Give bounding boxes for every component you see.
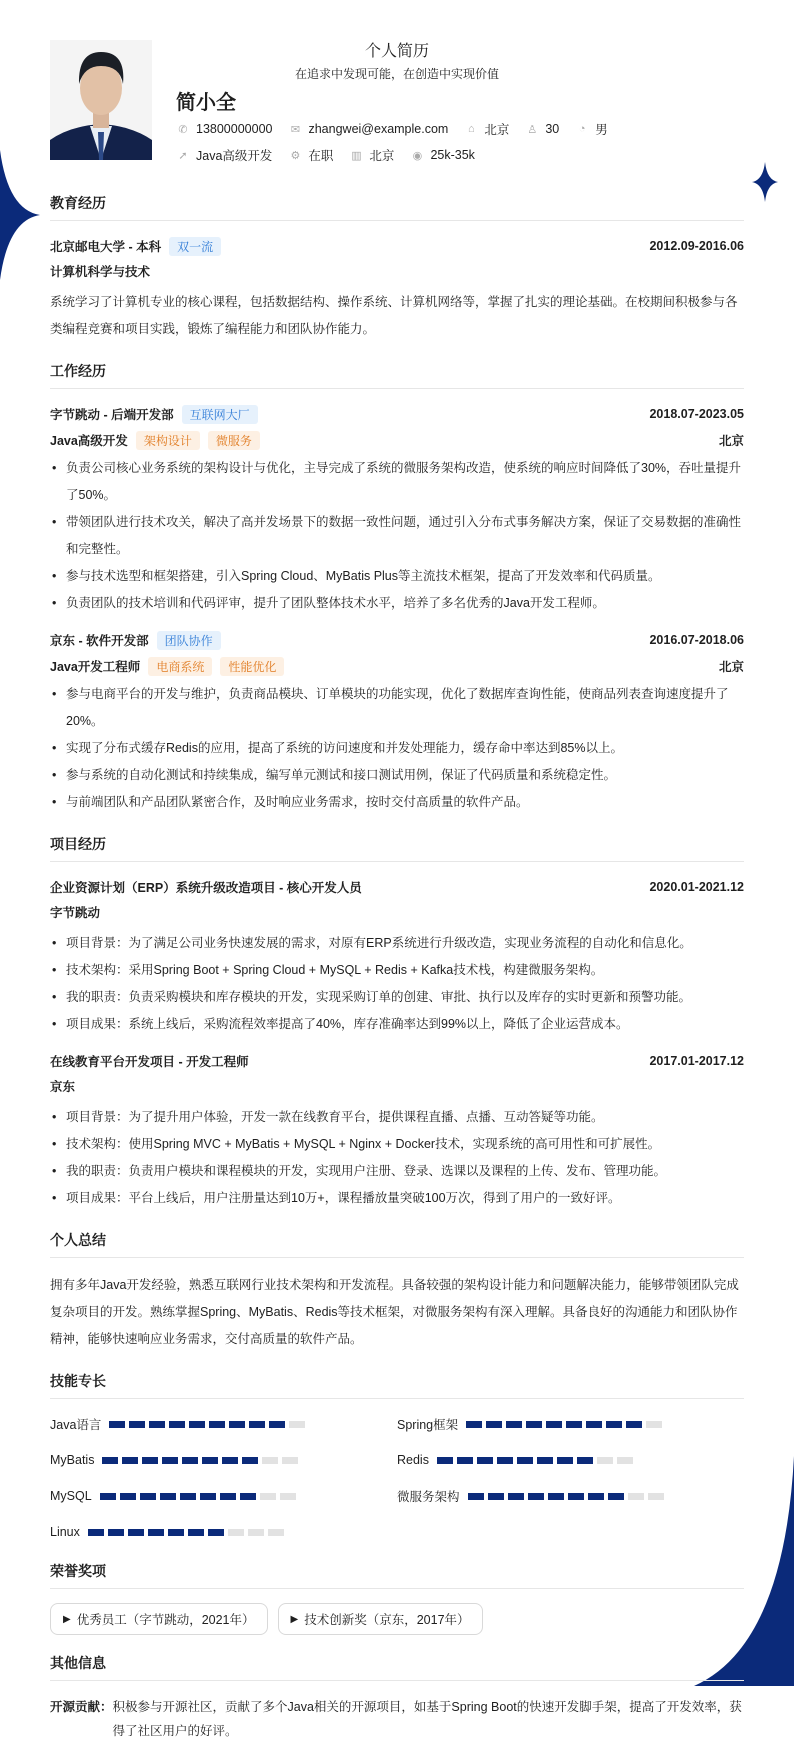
skill-level-bar [109, 1421, 305, 1428]
work-section [50, 361, 744, 816]
skill-level-segment [508, 1493, 524, 1500]
project-item [50, 876, 744, 1038]
skill-level-segment [468, 1493, 484, 1500]
project-date: 2020.01-2021.12 [649, 880, 744, 894]
skill-level-segment [168, 1529, 184, 1536]
bullet-item: • 我的职责：负责用户模块和课程模块的开发，实现用户注册、登录、选课以及课程的上传、发布、管理功能。 [50, 1158, 744, 1185]
info-value: 25k-35k [430, 148, 475, 162]
skill-level-segment [102, 1457, 118, 1464]
role-group [50, 431, 260, 450]
skills-section [50, 1371, 744, 1543]
skill-level-segment [506, 1421, 522, 1428]
skill-level-segment [220, 1493, 236, 1500]
skill-level-segment [108, 1529, 124, 1536]
skills-grid [50, 1413, 744, 1543]
skill-level-segment [608, 1493, 624, 1500]
skill-name: MyBatis [50, 1453, 95, 1467]
project-date: 2017.01-2017.12 [649, 1054, 744, 1068]
project-title: 企业资源计划（ERP）系统升级改造项目 - 核心开发人员 [50, 881, 362, 895]
bullet-item: • 项目成果：平台上线后，用户注册量达到10万+，课程播放量突破100万次，得到了用户的一致好评。 [50, 1185, 744, 1212]
skill-level-segment [169, 1421, 185, 1428]
skill-level-segment [122, 1457, 138, 1464]
skill-level-segment [209, 1421, 225, 1428]
bullet-item: • 项目背景：为了满足公司业务快速发展的需求，对原有ERP系统进行升级改造，实现业务流程的自动化和信息化。 [50, 930, 744, 957]
role-tag: 微服务 [208, 431, 260, 450]
building-icon: ▥ [351, 149, 362, 162]
skill-level-segment [517, 1457, 533, 1464]
company-name: 字节跳动 - 后端开发部 [50, 408, 174, 422]
info-value: Java高级开发 [196, 149, 273, 163]
skill-level-segment [248, 1529, 264, 1536]
bullet-item: • 项目背景：为了提升用户体验，开发一款在线教育平台，提供课程直播、点播、互动答疑等功能。 [50, 1104, 744, 1131]
status-icon: ⚙ [290, 149, 301, 162]
star-icon [752, 162, 778, 202]
bullet-item: • 我的职责：负责采购模块和库存模块的开发，实现采购订单的创建、审批、执行以及库存的实时更新和预警功能。 [50, 984, 744, 1011]
other-text: 积极参与开源社区，贡献了多个Java相关的开源项目，如基于Spring Boot的快速开发脚手架，提高了开发效率，获得了社区用户的好评。 [112, 1700, 742, 1738]
skill-level-segment [268, 1529, 284, 1536]
work-role-row [50, 429, 744, 451]
bullet-item: • 与前端团队和产品团队紧密合作，及时响应业务需求，按时交付高质量的软件产品。 [50, 789, 744, 816]
bullet-item: • 负责公司核心业务系统的架构设计与优化，主导完成了系统的微服务架构改造，使系统的响应时间降低了30%，吞吐量提升了50%。 [50, 455, 744, 509]
info-value: 30 [545, 122, 560, 136]
skill-name: Spring框架 [397, 1418, 459, 1432]
summary-section [50, 1230, 744, 1353]
skill-level-segment [140, 1493, 156, 1500]
info-value: 男 [595, 123, 608, 137]
education-description: 系统学习了计算机专业的核心课程，包括数据结构、操作系统、计算机网络等，掌握了扎实的理论基础。在校期间积极参与各类编程竞赛和项目实践，锻炼了编程能力和团队协作能力。 [50, 295, 738, 336]
award-item[interactable] [50, 1603, 268, 1635]
bullet-item: • 技术架构：采用Spring Boot + Spring Cloud + MySQL + Redis + Kafka技术栈，构建微服务架构。 [50, 957, 744, 984]
skill-level-segment [289, 1421, 305, 1428]
work-city: 北京 [718, 660, 744, 674]
company-group [50, 631, 221, 650]
section-heading: 项目经历 [50, 834, 744, 862]
project-title-row [50, 876, 744, 898]
work-city: 北京 [718, 434, 744, 448]
skill-level-segment [282, 1457, 298, 1464]
role-tag: 电商系统 [148, 657, 212, 676]
skill-name: Java语言 [50, 1418, 102, 1432]
work-item [50, 629, 744, 816]
skill-level-bar [437, 1457, 633, 1464]
skill-name: Linux [50, 1525, 80, 1539]
role-tag: 性能优化 [220, 657, 284, 676]
skill-item [397, 1485, 744, 1507]
skill-level-segment [457, 1457, 473, 1464]
work-date: 2016.07-2018.06 [649, 633, 744, 647]
skill-name: Redis [397, 1453, 429, 1467]
bullet-item: • 参与电商平台的开发与维护，负责商品模块、订单模块的功能实现，优化了数据库查询性能，使商品列表查询速度提升了20%。 [50, 681, 744, 735]
section-heading: 教育经历 [50, 193, 744, 221]
education-row [50, 235, 744, 257]
company-name: 京东 - 软件开发部 [50, 634, 149, 648]
section-heading: 技能专长 [50, 1371, 744, 1399]
skill-level-segment [497, 1457, 513, 1464]
home-icon: ⌂ [468, 123, 475, 135]
resume-title: 个人简历 [364, 43, 429, 60]
skill-level-segment [222, 1457, 238, 1464]
skill-level-segment [606, 1421, 622, 1428]
info-value: 在职 [308, 149, 334, 163]
work-bullets [50, 681, 744, 816]
work-list [50, 403, 744, 816]
skill-level-segment [568, 1493, 584, 1500]
skill-item [50, 1449, 397, 1471]
skill-level-segment [242, 1457, 258, 1464]
skill-level-segment [208, 1529, 224, 1536]
caret-right-icon: ▶ [63, 1613, 71, 1625]
section-heading: 荣誉奖项 [50, 1561, 744, 1589]
skill-level-segment [128, 1529, 144, 1536]
gender-icon: ◔ [578, 123, 586, 135]
skill-level-segment [249, 1421, 265, 1428]
skill-level-segment [269, 1421, 285, 1428]
skill-level-bar [468, 1493, 664, 1500]
awards-section [50, 1561, 744, 1635]
work-role-row [50, 655, 744, 677]
info-value: zhangwei@example.com [308, 122, 449, 136]
skill-level-segment [280, 1493, 296, 1500]
major: 计算机科学与技术 [50, 265, 151, 279]
bullet-item: • 负责团队的技术培训和代码评审，提升了团队整体技术水平，培养了多名优秀的Java开发工程师。 [50, 590, 744, 617]
skill-level-segment [182, 1457, 198, 1464]
skill-item [50, 1413, 397, 1435]
skill-level-bar [100, 1493, 296, 1500]
skill-level-bar [102, 1457, 298, 1464]
projects-section [50, 834, 744, 1212]
skill-level-segment [437, 1457, 453, 1464]
skill-level-segment [229, 1421, 245, 1428]
summary-text: 拥有多年Java开发经验，熟悉互联网行业技术架构和开发流程。具备较强的架构设计能力和问题解决能力，能够带领团队完成复杂项目的开发。熟练掌握Spring、MyBatis、Redis等技术框架，对微服务架构有深入理解。具备良好的沟通能力和团队协作精神，能够快速响应业务需求，交付高质量的软件产品。 [50, 1278, 739, 1346]
skill-level-segment [577, 1457, 593, 1464]
skill-level-segment [548, 1493, 564, 1500]
skill-level-segment [129, 1421, 145, 1428]
project-company: 京东 [50, 1080, 76, 1094]
skill-level-segment [162, 1457, 178, 1464]
school-tag: 双一流 [169, 237, 221, 256]
skill-item [397, 1449, 744, 1471]
bullet-item: • 带领团队进行技术攻关，解决了高并发场景下的数据一致性问题，通过引入分布式事务解决方案，保证了交易数据的准确性和完整性。 [50, 509, 744, 563]
other-row [50, 1695, 744, 1743]
skill-item [50, 1485, 397, 1507]
skill-level-segment [120, 1493, 136, 1500]
skill-level-segment [628, 1493, 644, 1500]
bullet-item: • 参与技术选型和框架搭建，引入Spring Cloud、MyBatis Plus等主流技术框架，提高了开发效率和代码质量。 [50, 563, 744, 590]
section-heading: 其他信息 [50, 1653, 744, 1681]
work-company-row [50, 403, 744, 425]
skill-level-segment [240, 1493, 256, 1500]
work-date: 2018.07-2023.05 [649, 407, 744, 421]
company-tag: 团队协作 [157, 631, 221, 650]
skill-name: MySQL [50, 1489, 92, 1503]
skill-level-bar [88, 1529, 284, 1536]
bullet-item: • 项目成果：系统上线后，采购流程效率提高了40%，库存准确率达到99%以上，降低了企业运营成本。 [50, 1011, 744, 1038]
decorative-shape [0, 150, 40, 280]
section-heading: 工作经历 [50, 361, 744, 389]
skill-level-segment [566, 1421, 582, 1428]
project-item [50, 1050, 744, 1212]
skill-level-segment [202, 1457, 218, 1464]
skill-level-segment [597, 1457, 613, 1464]
work-company-row [50, 629, 744, 651]
skill-level-segment [586, 1421, 602, 1428]
caret-right-icon: ▶ [290, 1613, 299, 1625]
skill-level-segment [488, 1493, 504, 1500]
skill-level-segment [537, 1457, 553, 1464]
resume-header [50, 38, 744, 168]
skill-level-segment [160, 1493, 176, 1500]
skill-level-segment [142, 1457, 158, 1464]
role-tag: 架构设计 [136, 431, 200, 450]
phone-icon: ✆ [178, 123, 188, 136]
skill-level-segment [260, 1493, 276, 1500]
info-value: 北京 [484, 123, 510, 137]
skill-level-segment [477, 1457, 493, 1464]
mail-icon: ✉ [290, 123, 301, 136]
role-title: Java高级开发 [50, 434, 128, 448]
skill-level-segment [88, 1529, 104, 1536]
school-name: 北京邮电大学 - 本科 [50, 240, 162, 254]
skill-level-segment [626, 1421, 642, 1428]
skill-level-segment [648, 1493, 664, 1500]
skill-level-segment [557, 1457, 573, 1464]
skill-level-segment [100, 1493, 116, 1500]
project-title-row [50, 1050, 744, 1072]
work-bullets [50, 455, 744, 617]
skill-level-segment [588, 1493, 604, 1500]
bullet-item: • 技术架构：使用Spring MVC + MyBatis + MySQL + Nginx + Docker技术，实现系统的高可用性和可扩展性。 [50, 1131, 744, 1158]
award-item[interactable] [278, 1603, 483, 1635]
skill-level-segment [646, 1421, 662, 1428]
skill-level-segment [148, 1529, 164, 1536]
project-bullets [50, 930, 744, 1038]
bullet-item: • 实现了分布式缓存Redis的应用，提高了系统的访问速度和并发处理能力，缓存命中率达到85%以上。 [50, 735, 744, 762]
skill-level-segment [262, 1457, 278, 1464]
skill-level-bar [466, 1421, 662, 1428]
award-label: 技术创新奖（京东，2017年） [304, 1613, 470, 1627]
skill-level-segment [617, 1457, 633, 1464]
salary-icon: ◉ [412, 149, 423, 162]
education-date: 2012.09-2016.06 [649, 239, 744, 253]
skill-level-segment [228, 1529, 244, 1536]
company-tag: 互联网大厂 [182, 405, 258, 424]
skill-level-segment [180, 1493, 196, 1500]
info-value: 北京 [369, 149, 395, 163]
bullet-item: • 参与系统的自动化测试和持续集成，编写单元测试和接口测试用例，保证了代码质量和系统稳定性。 [50, 762, 744, 789]
job-info-row [176, 146, 485, 164]
project-list [50, 876, 744, 1212]
send-icon: ➚ [178, 149, 188, 162]
role-group [50, 657, 284, 676]
skill-name: 微服务架构 [397, 1490, 460, 1504]
project-company: 字节跳动 [50, 906, 101, 920]
contact-info-row [176, 120, 618, 138]
skill-item [397, 1413, 744, 1435]
role-title: Java开发工程师 [50, 660, 141, 674]
info-value: 13800000000 [196, 122, 273, 136]
skill-level-segment [466, 1421, 482, 1428]
skill-level-segment [189, 1421, 205, 1428]
resume-motto: 在追求中发现可能，在创造中实现价值 [294, 67, 499, 81]
skill-item [50, 1521, 397, 1543]
skill-level-segment [109, 1421, 125, 1428]
resume-body [50, 193, 744, 1743]
awards-list [50, 1603, 744, 1635]
project-title: 在线教育平台开发项目 - 开发工程师 [50, 1055, 249, 1069]
skill-level-segment [188, 1529, 204, 1536]
project-bullets [50, 1104, 744, 1212]
education-section [50, 193, 744, 343]
candidate-name: 简小全 [176, 92, 236, 114]
school-group [50, 237, 221, 256]
skill-level-segment [526, 1421, 542, 1428]
skill-level-segment [546, 1421, 562, 1428]
skill-level-segment [528, 1493, 544, 1500]
skill-level-segment [200, 1493, 216, 1500]
skill-level-segment [149, 1421, 165, 1428]
other-section [50, 1653, 744, 1743]
award-label: 优秀员工（字节跳动，2021年） [76, 1613, 255, 1627]
company-group [50, 405, 258, 424]
other-label: 开源贡献： [50, 1700, 113, 1714]
section-heading: 个人总结 [50, 1230, 744, 1258]
work-item [50, 403, 744, 617]
age-icon: ♙ [527, 123, 538, 136]
skill-level-segment [486, 1421, 502, 1428]
